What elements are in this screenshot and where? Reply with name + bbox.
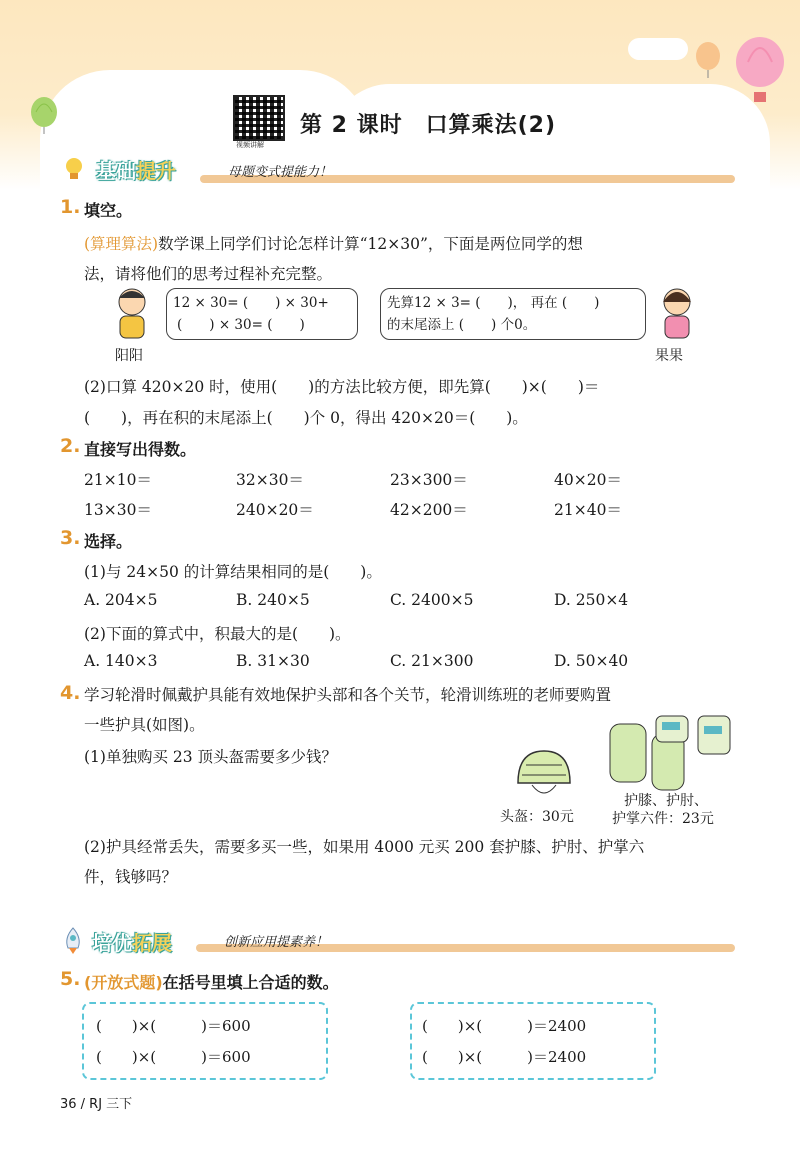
pads-price-line1: 护膝、护肘、 (624, 793, 708, 809)
section-slogan: 创新应用提素养！ (224, 935, 329, 950)
q3-part2: (2)下面的算式中，积最大的是( )。 (84, 625, 351, 643)
fill-in-row[interactable]: ( )×( )＝2400 (422, 1017, 587, 1035)
q4-line1: 学习轮滑时佩戴护具能有效地保护头部和各个关节，轮滑训练班的老师要购置 (84, 686, 612, 704)
section-slogan: 母题变式提能力！ (228, 165, 333, 180)
helmet-price: 头盔：30元 (500, 809, 574, 825)
choice-option[interactable]: C. 2400×5 (390, 591, 474, 609)
question-number: 1. (60, 196, 81, 218)
q1-part2-line1: (2)口算 420×20 时，使用( )的方法比较方便，即先算( )×( )＝ (84, 378, 600, 396)
choice-option[interactable]: A. 140×3 (84, 652, 158, 670)
boy-icon (110, 284, 154, 344)
question-number: 4. (60, 682, 81, 704)
balloon-icon (28, 96, 60, 136)
question-heading: (开放式题)在括号里填上合适的数。 (84, 973, 339, 992)
calc-item: 40×20＝ (554, 471, 622, 489)
q1-part1-line2: 法，请将他们的思考过程补充完整。 (84, 265, 333, 283)
calc-item: 42×200＝ (390, 501, 468, 519)
calc-item: 21×10＝ (84, 471, 152, 489)
answer-box-left[interactable] (82, 1002, 328, 1080)
q4-part2-line2: 件，钱够吗？ (84, 868, 178, 886)
choice-option[interactable]: B. 31×30 (236, 652, 310, 670)
section-badge-advanced: 培优拓展 (92, 931, 172, 955)
question-heading: 填空。 (84, 201, 133, 220)
q4-part2-line1: (2)护具经常丢失，需要多买一些，如果用 4000 元买 200 套护膝、护肘、护掌六 (84, 838, 645, 856)
helmet-icon (512, 745, 576, 803)
choice-option[interactable]: B. 240×5 (236, 591, 310, 609)
question-heading: 选择。 (84, 532, 133, 551)
calc-item: 23×300＝ (390, 471, 468, 489)
question-number: 5. (60, 968, 81, 990)
q1-part1-line1: (算理算法)数学课上同学们讨论怎样计算“12×30”，下面是两位同学的想 (84, 235, 583, 253)
choice-option[interactable]: D. 50×40 (554, 652, 629, 670)
calc-item: 240×20＝ (236, 501, 314, 519)
choice-option[interactable]: D. 250×4 (554, 591, 629, 609)
calc-item: 13×30＝ (84, 501, 152, 519)
cloud-decoration (628, 38, 688, 60)
fill-in-row[interactable]: ( )×( )＝600 (96, 1017, 251, 1035)
qr-code[interactable] (233, 95, 285, 141)
q1-part2-line2: ( )，再在积的末尾添上( )个 0，得出 420×20＝( )。 (84, 409, 528, 427)
balloon-icon (730, 36, 790, 106)
answer-box-right[interactable] (410, 1002, 656, 1080)
kid-name-left: 阳阳 (115, 348, 143, 364)
calc-item: 21×40＝ (554, 501, 622, 519)
section-badge-basic: 基础提升 (96, 159, 176, 183)
question-number: 3. (60, 527, 81, 549)
q3-part1: (1)与 24×50 的计算结果相同的是( )。 (84, 563, 382, 581)
q4-part1: (1)单独购买 23 顶头盔需要多少钱？ (84, 748, 338, 766)
question-number: 2. (60, 435, 81, 457)
speech-bubble-left: 12 × 30= ( ) × 30+ ( ) × 30= ( ) (166, 288, 358, 340)
page-footer: 36 / RJ 三下 (60, 1097, 133, 1112)
girl-icon (655, 284, 699, 344)
calc-item: 32×30＝ (236, 471, 304, 489)
lightbulb-icon (62, 155, 86, 181)
fill-in-row[interactable]: ( )×( )＝600 (96, 1048, 251, 1066)
question-heading: 直接写出得数。 (84, 440, 197, 459)
qr-label: 视频讲解 (236, 141, 264, 149)
page-title: 第 2 课时 口算乘法(2) (300, 113, 557, 138)
pads-price-line2: 护掌六件：23元 (612, 811, 714, 827)
rocket-icon (62, 926, 84, 954)
protective-pads-icon (606, 712, 736, 794)
fill-in-row[interactable]: ( )×( )＝2400 (422, 1048, 587, 1066)
q4-line2: 一些护具(如图)。 (84, 716, 205, 734)
choice-option[interactable]: A. 204×5 (84, 591, 158, 609)
balloon-icon (692, 40, 724, 80)
speech-bubble-right: 先算12 × 3= ( )， 再在 ( ) 的末尾添上 ( ) 个0。 (380, 288, 646, 340)
choice-option[interactable]: C. 21×300 (390, 652, 474, 670)
kid-name-right: 果果 (655, 348, 683, 364)
